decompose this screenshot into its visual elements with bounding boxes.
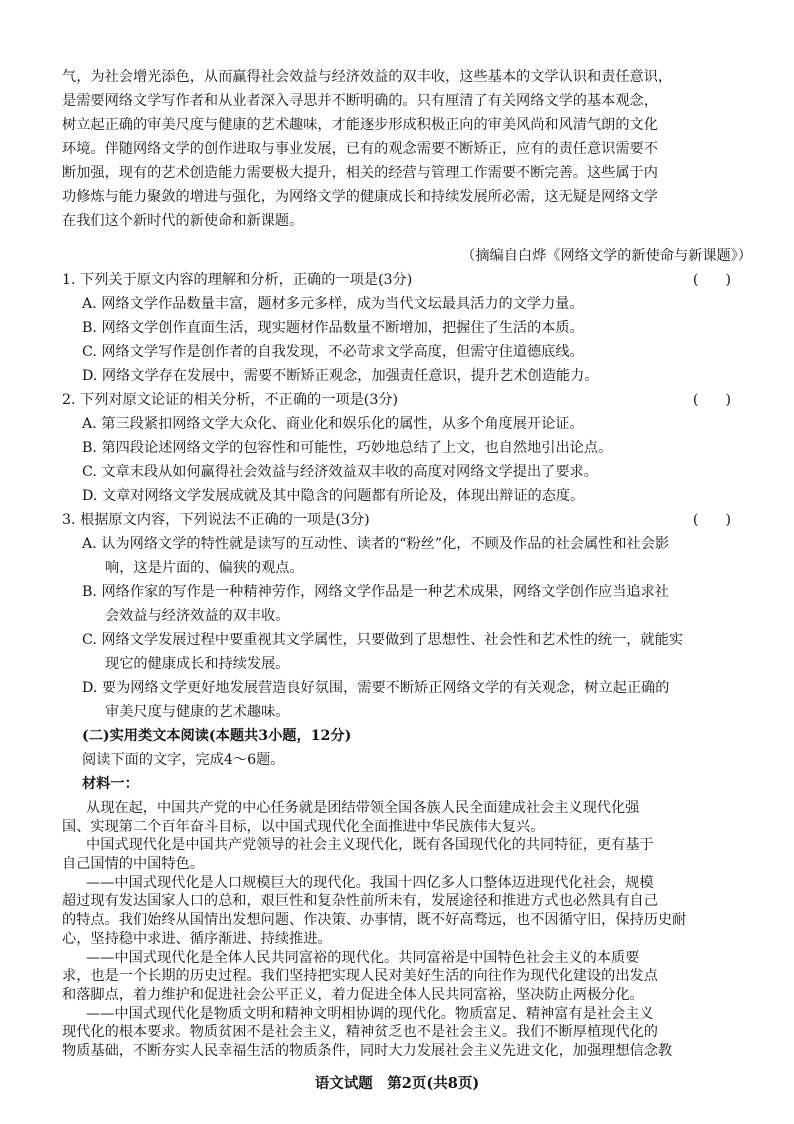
question-1-option-d: D. 网络文学存在发展中，需要不断矫正观念，加强责任意识，提升艺术创造能力。 — [82, 368, 599, 384]
material-label: 材料一： — [82, 776, 139, 792]
material-line: 自己国情的中国特色。 — [62, 856, 204, 872]
section-instruction: 阅读下面的文字，完成4～6题。 — [82, 752, 285, 768]
material-line: 求，也是一个长期的历史过程。我们坚持把实现人民对美好生活的向往作为现代化建设的出发点 — [62, 968, 658, 984]
material-line: ——中国式现代化是人口规模巨大的现代化。我国十四亿多人口整体迈进现代化社会，规模 — [86, 875, 654, 891]
material-line: 和落脚点，着力维护和促进社会公平正义，着力促进全体人民共同富裕，坚决防止两极分化。 — [62, 987, 644, 1003]
material-line: ——中国式现代化是全体人民共同富裕的现代化。共同富裕是中国特色社会主义的本质要 — [86, 950, 640, 966]
question-2-option-d: D. 文章对网络文学发展成就及其中隐含的问题都有所论及，体现出辩证的态度。 — [82, 488, 585, 504]
question-2-answer-blank: ( ) — [692, 392, 732, 408]
question-3-option-d-cont: 审美尺度与健康的艺术趣味。 — [105, 704, 290, 720]
question-2-option-c: C. 文章末段从如何赢得社会效益与经济效益双丰收的高度对网络文学提出了要求。 — [82, 464, 598, 480]
question-3-option-a-cont: 响，这是片面的、偏狭的观点。 — [105, 560, 304, 576]
question-1-option-c: C. 网络文学写作是创作者的自我发现，不必苛求文学高度，但需守住道德底线。 — [82, 344, 584, 360]
material-line: 物质基础，不断夯实人民幸福生活的物质条件，同时大力发展社会主义先进文化，加强理想信念教 — [62, 1043, 673, 1059]
material-line: 超过现有发达国家人口的总和，艰巨性和复杂性前所未有，发展途径和推进方式也必然具有自己 — [62, 893, 658, 909]
page-footer: 语文试题 第2页(共8页) — [314, 1075, 480, 1092]
question-3-stem: 3. 根据原文内容，下列说法不正确的一项是(3分) — [62, 512, 370, 528]
material-line: 国、实现第二个百年奋斗目标，以中国式现代化全面推进中华民族伟大复兴。 — [62, 819, 545, 835]
question-1-stem: 1. 下列关于原文内容的理解和分析，正确的一项是(3分) — [62, 272, 413, 288]
question-1-option-b: B. 网络文学创作直面生活，现实题材作品数量不断增加，把握住了生活的本质。 — [82, 320, 584, 336]
source-note: （摘编自白烨《网络文学的新使命与新课题》） — [461, 248, 752, 264]
question-3-answer-blank: ( ) — [692, 512, 732, 528]
question-2-stem: 2. 下列对原文论证的相关分析，不正确的一项是(3分) — [62, 392, 399, 408]
material-line: 心，坚持稳中求进、循序渐进、持续推进。 — [62, 931, 332, 947]
passage-line: 环境。伴随网络文学的创作进取与事业发展，已有的观念需要不断矫正，应有的责任意识需要不 — [62, 141, 658, 157]
question-3-option-c: C. 网络文学发展过程中要重视其文学属性，只要做到了思想性、社会性和艺术性的统一，就能实 — [82, 632, 684, 648]
passage-line: 气，为社会增光添色，从而赢得社会效益与经济效益的双丰收，这些基本的文学认识和责任意识， — [62, 69, 673, 85]
passage-line: 功修炼与能力聚敛的增进与强化，为网络文学的健康成长和持续发展所必需，这无疑是网络文学 — [62, 189, 658, 205]
passage-line: 在我们这个新时代的新使命和新课题。 — [62, 213, 304, 229]
question-3-option-b: B. 网络作家的写作是一种精神劳作，网络文学作品是一种艺术成果，网络文学创作应当追求社 — [82, 584, 669, 600]
material-line: 的特点。我们始终从国情出发想问题、作决策、办事情，既不好高骛远，也不因循守旧，保持历史耐 — [62, 912, 687, 928]
question-1-answer-blank: ( ) — [692, 272, 732, 288]
question-3-option-d: D. 要为网络文学更好地发展营造良好氛围，需要不断矫正网络文学的有关观念，树立起正确的 — [82, 680, 670, 696]
material-line: 现代化的根本要求。物质贫困不是社会主义，精神贫乏也不是社会主义。我们不断厚植现代化的 — [62, 1024, 658, 1040]
material-line: 中国式现代化是中国共产党领导的社会主义现代化，既有各国现代化的共同特征，更有基于 — [86, 837, 654, 853]
question-1-option-a: A. 网络文学作品数量丰富，题材多元多样，成为当代文坛最具活力的文学力量。 — [82, 296, 584, 312]
question-3-option-a: A. 认为网络文学的特性就是读写的互动性、读者的“粉丝”化，不顾及作品的社会属性和社会影 — [82, 536, 670, 552]
material-line: 从现在起，中国共产党的中心任务就是团结带领全国各族人民全面建成社会主义现代化强 — [86, 800, 640, 816]
question-3-option-c-cont: 现它的健康成长和持续发展。 — [105, 656, 290, 672]
passage-line: 树立起正确的审美尺度与健康的艺术趣味，才能逐步形成积极正向的审美风尚和风清气朗的文化 — [62, 117, 658, 133]
material-line: ——中国式现代化是物质文明和精神文明相协调的现代化。物质富足、精神富有是社会主义 — [86, 1006, 654, 1022]
question-2-option-b: B. 第四段论述网络文学的包容性和可能性，巧妙地总结了上文，也自然地引出论点。 — [82, 440, 613, 456]
section-heading: (二)实用类文本阅读(本题共3小题，12分) — [82, 728, 352, 744]
question-2-option-a: A. 第三段紧扣网络文学大众化、商业化和娱乐化的属性，从多个角度展开论证。 — [82, 416, 584, 432]
passage-line: 断加强，现有的艺术创造能力需要极大提升，相关的经营与管理工作需要不断完善。这些属于内 — [62, 165, 658, 181]
question-3-option-b-cont: 会效益与经济效益的双丰收。 — [105, 608, 290, 624]
passage-line: 是需要网络文学写作者和从业者深入寻思并不断明确的。只有厘清了有关网络文学的基本观念， — [62, 93, 658, 109]
